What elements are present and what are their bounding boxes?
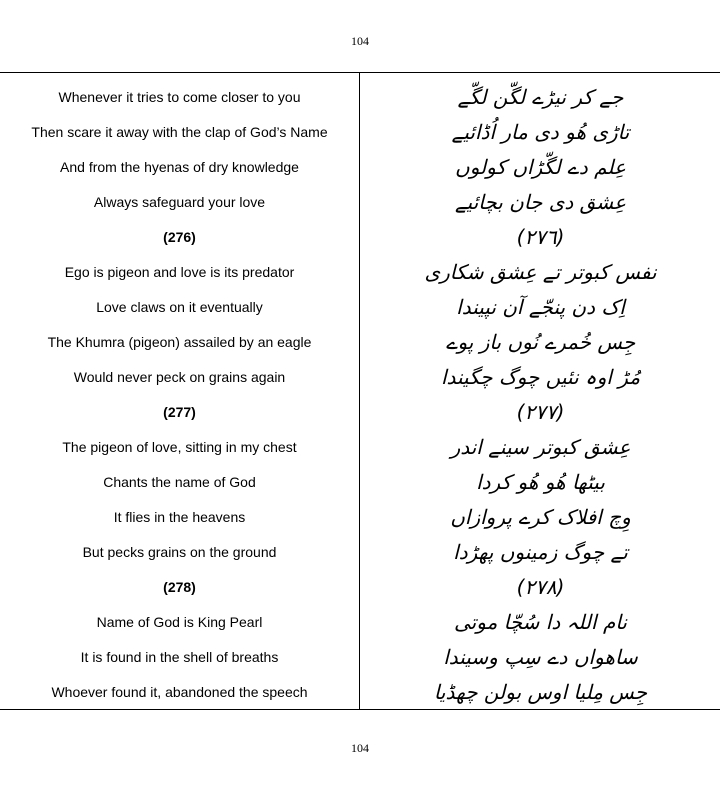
page-number-bottom: 104 bbox=[351, 741, 369, 755]
urdu-line: تے چوگ زمینوں پھڑدا bbox=[453, 540, 628, 564]
urdu-verse-column bbox=[361, 80, 720, 710]
english-line: The Khumra (pigeon) assailed by an eagle bbox=[47, 334, 312, 350]
urdu-line: عِلم دے لگّڑاں کولوں bbox=[455, 155, 626, 179]
urdu-line: (٢٧٨) bbox=[516, 575, 565, 599]
verse-number: (278) bbox=[163, 579, 196, 595]
english-line: Ego is pigeon and love is its predator bbox=[64, 264, 295, 280]
urdu-line: عِشق کبوتر سینے اندر bbox=[450, 435, 631, 459]
urdu-line: جِس خُمرے نُوں باز پوے bbox=[445, 330, 636, 354]
urdu-line: عِشق دی جان بچائیے bbox=[454, 190, 627, 214]
urdu-line: جِس مِلیا اوس بولن چھڈیا bbox=[433, 680, 648, 704]
urdu-line: تاڑی ھُو دی مار اُڈائیے bbox=[451, 120, 630, 144]
column-divider bbox=[359, 72, 360, 710]
urdu-line: (٢٧٦) bbox=[516, 225, 565, 249]
english-line: Name of God is King Pearl bbox=[96, 614, 263, 630]
english-line: Always safeguard your love bbox=[93, 194, 266, 210]
english-line: Then scare it away with the clap of God’s Name bbox=[31, 124, 328, 140]
urdu-line: نفس کبوتر تے عِشق شکاری bbox=[424, 260, 657, 284]
urdu-line: وِچ افلاک کرے پروازاں bbox=[450, 505, 631, 529]
english-line: Whoever found it, abandoned the speech bbox=[51, 684, 308, 700]
english-line: It flies in the heavens bbox=[113, 509, 246, 525]
urdu-line: بیٹھا ھُو ھُو کردا bbox=[476, 470, 605, 494]
urdu-line: مُڑ اوہ نئیں چوگ چگیندا bbox=[440, 365, 641, 389]
verse-number: (276) bbox=[163, 229, 196, 245]
urdu-line: ساھواں دے سِپ وسیندا bbox=[443, 645, 638, 669]
urdu-line: اِک دن پنجّے آن نپیندا bbox=[456, 295, 625, 319]
english-line: And from the hyenas of dry knowledge bbox=[60, 159, 299, 175]
english-line: Love claws on it eventually bbox=[96, 299, 263, 315]
bottom-rule bbox=[0, 709, 720, 710]
verse-number: (277) bbox=[163, 404, 196, 420]
urdu-line: (٢٧٧) bbox=[516, 400, 565, 424]
top-rule bbox=[0, 72, 720, 73]
english-line: It is found in the shell of breaths bbox=[80, 649, 279, 665]
urdu-line: نام اللہ دا سُچّا موتی bbox=[454, 610, 627, 634]
english-line: But pecks grains on the ground bbox=[82, 544, 277, 560]
english-line: The pigeon of love, sitting in my chest bbox=[62, 439, 297, 455]
english-translation-column bbox=[0, 80, 359, 710]
english-line: Would never peck on grains again bbox=[73, 369, 286, 385]
english-line: Whenever it tries to come closer to you bbox=[58, 89, 301, 105]
page-number-top: 104 bbox=[351, 34, 369, 48]
english-line: Chants the name of God bbox=[103, 474, 256, 490]
urdu-line: جے کر نیڑے لگّن لگّے bbox=[457, 85, 624, 109]
